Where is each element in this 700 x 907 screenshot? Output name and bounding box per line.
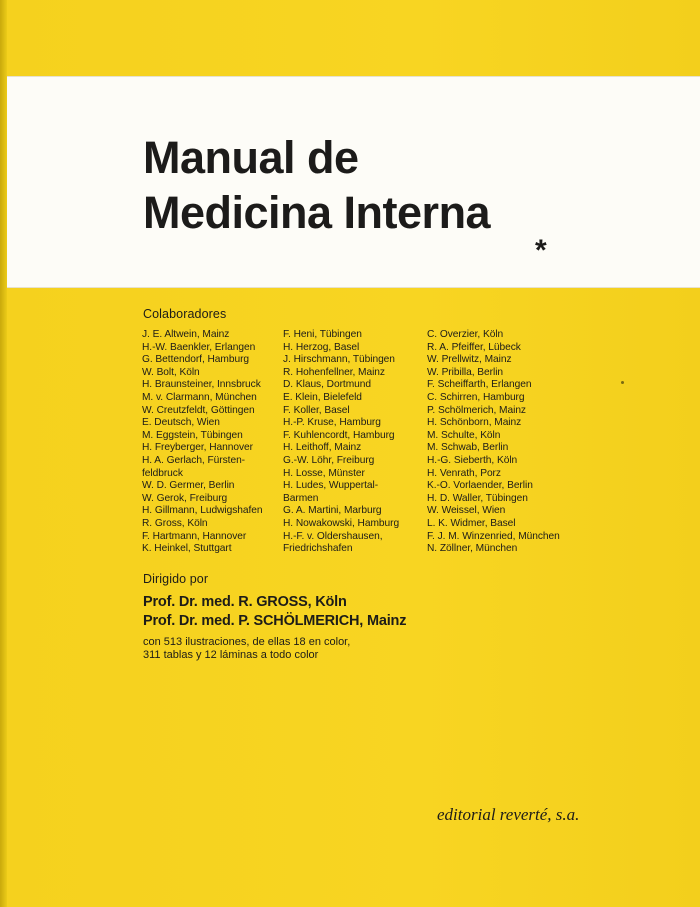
collaborators-heading: Colaboradores <box>143 307 227 321</box>
collaborator-name: F. Heni, Tübingen <box>283 329 362 340</box>
title-line-2: Medicina Interna <box>143 187 491 238</box>
collaborator-name: Friedrichshafen <box>283 543 353 555</box>
collaborator-name: H. Schönborn, Mainz <box>427 417 522 429</box>
collaborator-name: M. v. Clarmann, München <box>142 391 257 403</box>
director-2: Prof. Dr. med. P. SCHÖLMERICH, Mainz <box>143 613 407 629</box>
collaborator-name: H. Herzog, Basel <box>283 341 360 353</box>
collaborator-name: W. Weissel, Wien <box>427 505 506 517</box>
collaborator-name: R. Hohenfellner, Mainz <box>283 366 385 378</box>
collaborator-name: H. A. Gerlach, Fürsten- <box>142 454 246 466</box>
collaborator-name: K. Heinkel, Stuttgart <box>142 543 232 555</box>
collaborator-name: H.-P. Kruse, Hamburg <box>283 417 381 429</box>
collaborator-name: H.-W. Baenkler, Erlangen <box>142 341 256 353</box>
illustrations-note <box>143 636 350 662</box>
collaborator-name: W. D. Germer, Berlin <box>142 480 235 492</box>
collaborator-name: feldbruck <box>142 467 183 479</box>
director-1: Prof. Dr. med. R. GROSS, Köln <box>143 594 347 610</box>
cover-speck <box>621 381 624 384</box>
collaborator-name: W. Creutzfeldt, Göttingen <box>142 404 255 416</box>
collaborator-name: P. Schölmerich, Mainz <box>427 404 526 416</box>
collaborator-name: H. D. Waller, Tübingen <box>427 492 528 504</box>
collaborator-name: H. Braunsteiner, Innsbruck <box>142 379 261 391</box>
collaborators-column-2 <box>283 329 399 556</box>
collaborator-name: H. Gillmann, Ludwigshafen <box>142 505 263 517</box>
spine-edge <box>0 0 7 907</box>
title-line-1: Manual de <box>143 132 359 183</box>
collaborator-name: K.-O. Vorlaender, Berlin <box>427 480 533 492</box>
collaborator-name: M. Schulte, Köln <box>427 429 501 441</box>
collaborator-name: H. Nowakowski, Hamburg <box>283 517 400 529</box>
collaborator-name: H. Ludes, Wuppertal- <box>283 480 379 492</box>
illustrations-line-1: con 513 ilustraciones, de ellas 18 en color, <box>143 636 351 648</box>
illustrations-line-2: 311 tablas y 12 láminas a todo color <box>143 649 319 662</box>
collaborator-name: C. Overzier, Köln <box>427 329 504 340</box>
collaborator-name: R. Gross, Köln <box>142 517 208 529</box>
collaborator-name: M. Eggstein, Tübingen <box>142 429 243 441</box>
collaborator-name: F. Hartmann, Hannover <box>142 530 247 542</box>
collaborators-column-3 <box>427 329 560 556</box>
collaborator-name: H. Leithoff, Mainz <box>283 442 362 454</box>
collaborator-name: E. Klein, Bielefeld <box>283 391 362 403</box>
collaborator-name: J. Hirschmann, Tübingen <box>283 354 395 366</box>
collaborator-name: F. Kuhlencordt, Hamburg <box>283 429 395 441</box>
collaborator-name: N. Zöllner, München <box>427 543 518 555</box>
collaborator-name: W. Pribilla, Berlin <box>427 366 504 378</box>
collaborator-name: F. Scheiffarth, Erlangen <box>427 379 532 391</box>
collaborator-name: E. Deutsch, Wien <box>142 417 220 429</box>
collaborator-name: L. K. Widmer, Basel <box>427 517 516 529</box>
collaborator-name: G. A. Martini, Marburg <box>283 505 382 517</box>
publisher-name: editorial reverté, s.a. <box>437 805 580 824</box>
collaborator-name: G. Bettendorf, Hamburg <box>142 354 250 366</box>
collaborator-name: W. Gerok, Freiburg <box>142 492 228 504</box>
collaborator-name: M. Schwab, Berlin <box>427 442 509 454</box>
collaborator-name: G.-W. Löhr, Freiburg <box>283 454 375 466</box>
collaborator-name: H. Venrath, Porz <box>427 467 501 479</box>
collaborator-name: H.-F. v. Oldershausen, <box>283 530 383 542</box>
collaborator-name: H. Losse, Münster <box>283 467 365 479</box>
book-title <box>143 130 603 240</box>
collaborator-name: D. Klaus, Dortmund <box>283 379 371 391</box>
collaborator-name: R. A. Pfeiffer, Lübeck <box>427 341 521 353</box>
collaborator-name: F. Koller, Basel <box>283 404 350 416</box>
collaborator-name: W. Bolt, Köln <box>142 366 200 378</box>
collaborator-name: Barmen <box>283 492 319 504</box>
collaborator-name: H. Freyberger, Hannover <box>142 442 253 454</box>
direction-heading: Dirigido por <box>143 572 209 586</box>
collaborator-name: C. Schirren, Hamburg <box>427 391 525 403</box>
collaborator-name: F. J. M. Winzenried, München <box>427 530 560 542</box>
collaborator-name: H.-G. Sieberth, Köln <box>427 454 518 466</box>
collaborators-column-1 <box>142 329 263 556</box>
volume-mark: * <box>535 234 547 267</box>
collaborator-name: J. E. Altwein, Mainz <box>142 329 230 340</box>
collaborator-name: W. Prellwitz, Mainz <box>427 354 512 366</box>
